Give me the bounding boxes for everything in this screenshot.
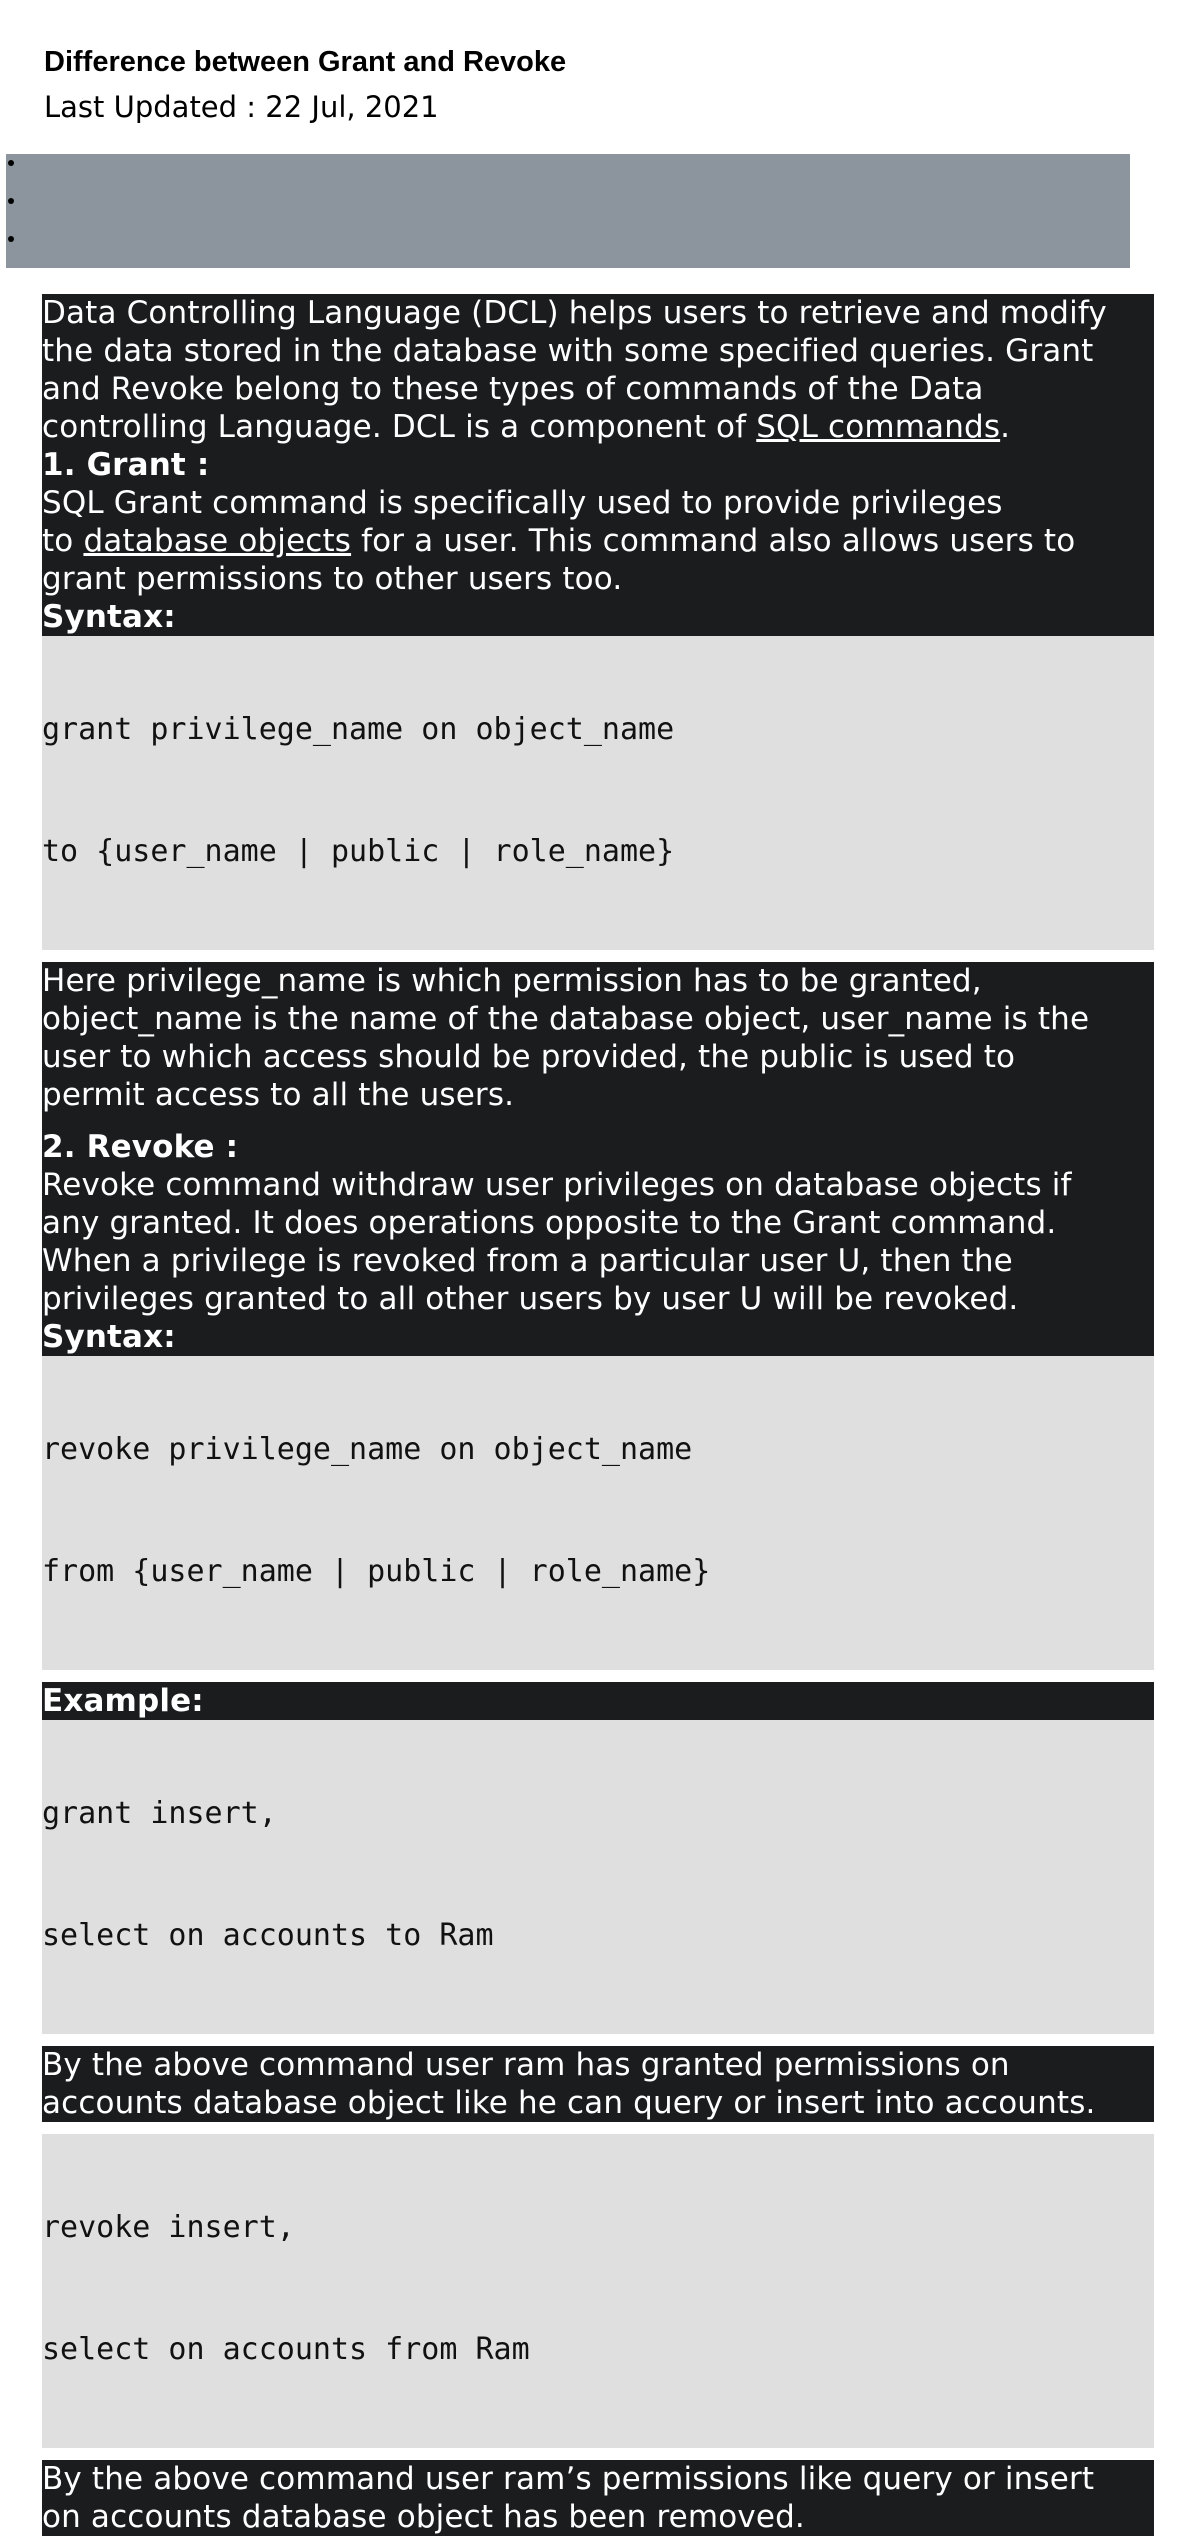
explanation-line: permit access to all the users.: [42, 1077, 515, 1113]
revoke-heading: 2. Revoke :: [42, 1129, 239, 1165]
intro-line: and Revoke belong to these types of commands of the Data: [42, 371, 984, 407]
last-updated: Last Updated : 22 Jul, 2021: [44, 90, 439, 124]
revoke-text: any granted. It does operations opposite to the Grant command.: [42, 1205, 1057, 1241]
code-line: grant privilege_name on object_name: [42, 712, 675, 747]
database-objects-link[interactable]: database objects: [83, 523, 352, 559]
sql-commands-link[interactable]: SQL commands: [756, 409, 1001, 445]
explanation-line: object_name is the name of the database object, user_name is the: [42, 1001, 1090, 1037]
revoke-text: Revoke command withdraw user privileges on database objects if: [42, 1167, 1072, 1203]
code-line: from {user_name | public | role_name}: [42, 1554, 711, 1589]
example-revoke-code: [42, 2134, 1154, 2448]
code-line: revoke insert,: [42, 2210, 295, 2245]
bullet-icon: [8, 236, 14, 242]
intro-line: [42, 408, 1154, 446]
example-text-line: on accounts database object has been removed.: [42, 2499, 805, 2535]
example-revoke-text: [42, 2460, 1154, 2536]
explanation-line: Here privilege_name is which permission has to be granted,: [42, 963, 982, 999]
grant-explanation-and-revoke: [42, 962, 1154, 1356]
bullet-icon: [8, 160, 14, 166]
collapsed-bullet-bar: [6, 154, 1130, 268]
grant-syntax-code: [42, 636, 1154, 950]
page-title: Difference between Grant and Revoke: [44, 46, 567, 78]
intro-line: the data stored in the database with some specified queries. Grant: [42, 333, 1094, 369]
explanation-line: user to which access should be provided, the public is used to: [42, 1039, 1016, 1075]
example-text-line: By the above command user ram’s permissions like query or insert: [42, 2461, 1095, 2497]
code-line: select on accounts to Ram: [42, 1918, 494, 1953]
intro-text: .: [1000, 409, 1011, 445]
example-grant-code: [42, 1720, 1154, 2034]
grant-text: [42, 522, 1154, 560]
example-grant-text: [42, 2046, 1154, 2122]
code-line: select on accounts from Ram: [42, 2332, 530, 2367]
revoke-syntax-code: [42, 1356, 1154, 1670]
bullet-icon: [8, 198, 14, 204]
intro-block: [42, 294, 1154, 636]
revoke-syntax-label: Syntax:: [42, 1319, 176, 1355]
example-label-block: [42, 1682, 1154, 1720]
grant-text-part: for a user. This command also allows users to: [351, 523, 1076, 559]
grant-text: SQL Grant command is specifically used to provide privileges: [42, 485, 1003, 521]
example-label: Example:: [42, 1683, 204, 1719]
grant-syntax-label: Syntax:: [42, 599, 176, 635]
intro-line: Data Controlling Language (DCL) helps users to retrieve and modify: [42, 295, 1107, 331]
revoke-text: When a privilege is revoked from a particular user U, then the: [42, 1243, 1013, 1279]
code-line: revoke privilege_name on object_name: [42, 1432, 693, 1467]
grant-text: grant permissions to other users too.: [42, 561, 623, 597]
example-text-line: accounts database object like he can query or insert into accounts.: [42, 2085, 1096, 2121]
intro-text: controlling Language. DCL is a component of: [42, 409, 757, 445]
code-line: grant insert,: [42, 1796, 277, 1831]
code-line: to {user_name | public | role_name}: [42, 834, 675, 869]
article-body: [42, 294, 1154, 2536]
grant-text-part: to: [42, 523, 84, 559]
revoke-text: privileges granted to all other users by user U will be revoked.: [42, 1281, 1019, 1317]
example-text-line: By the above command user ram has granted permissions on: [42, 2047, 1010, 2083]
grant-heading: 1. Grant :: [42, 447, 210, 483]
